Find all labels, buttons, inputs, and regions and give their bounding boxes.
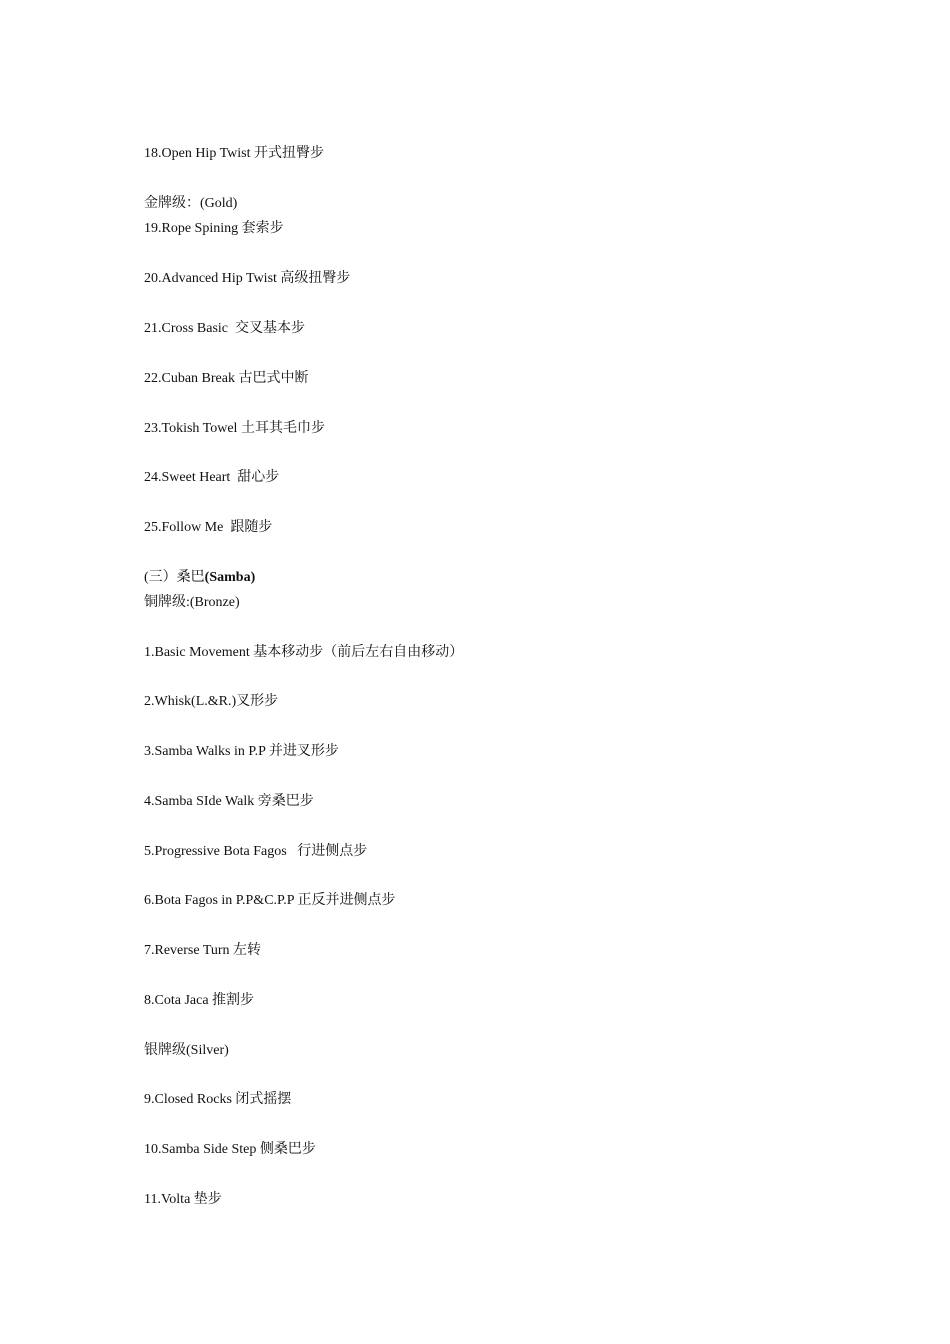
- figure-item-10: 10.Samba Side Step 侧桑巴步: [144, 1142, 316, 1157]
- figure-item-8: 8.Cota Jaca 推割步: [144, 993, 255, 1008]
- figure-item-1: 1.Basic Movement 基本移动步（前后左右自由移动）: [144, 645, 464, 660]
- bronze-level-heading: 铜牌级:(Bronze): [144, 595, 240, 610]
- section-heading-english: (Samba): [204, 570, 256, 585]
- figure-item-24: 24.Sweet Heart 甜心步: [144, 470, 280, 485]
- figure-item-3: 3.Samba Walks in P.P 并进叉形步: [144, 744, 339, 759]
- figure-item-23: 23.Tokish Towel 土耳其毛巾步: [144, 421, 325, 436]
- silver-level-heading: 银牌级(Silver): [144, 1043, 229, 1058]
- figure-item-7: 7.Reverse Turn 左转: [144, 943, 262, 958]
- figure-item-19: 19.Rope Spining 套索步: [144, 221, 284, 236]
- section-heading-samba: [144, 569, 255, 587]
- figure-item-6: 6.Bota Fagos in P.P&C.P.P 正反并进侧点步: [144, 893, 396, 908]
- figure-item-20: 20.Advanced Hip Twist 高级扭臀步: [144, 271, 351, 286]
- figure-item-9: 9.Closed Rocks 闭式摇摆: [144, 1092, 292, 1107]
- figure-item-4: 4.Samba SIde Walk 旁桑巴步: [144, 794, 314, 809]
- figure-item-25: 25.Follow Me 跟随步: [144, 520, 273, 535]
- section-heading-label: (三）桑巴: [144, 570, 205, 585]
- figure-item-5: 5.Progressive Bota Fagos 行进侧点步: [144, 844, 368, 859]
- figure-item-11: 11.Volta 垫步: [144, 1192, 222, 1207]
- figure-item-2: 2.Whisk(L.&R.)叉形步: [144, 694, 279, 709]
- figure-item-18: 18.Open Hip Twist 开式扭臀步: [144, 146, 324, 161]
- figure-item-21: 21.Cross Basic 交叉基本步: [144, 321, 305, 336]
- gold-level-heading: 金牌级：(Gold): [144, 196, 238, 211]
- figure-item-22: 22.Cuban Break 古巴式中断: [144, 371, 309, 386]
